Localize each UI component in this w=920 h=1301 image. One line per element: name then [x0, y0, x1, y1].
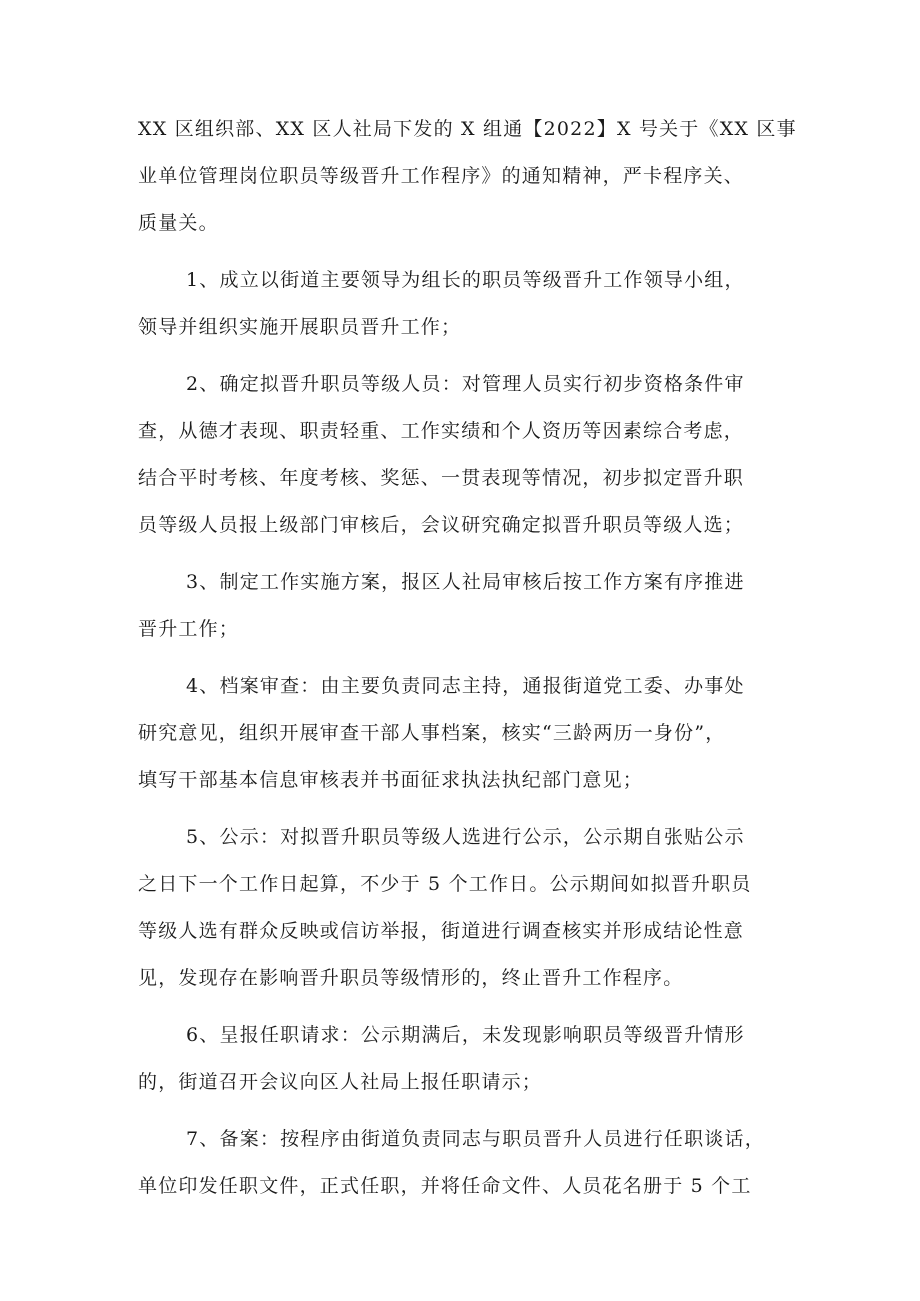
text-line: 1、成立以街道主要领导为组长的职员等级晋升工作领导小组， — [186, 269, 745, 291]
text-line: 质量关。 — [138, 212, 219, 234]
paragraph-intro — [138, 106, 798, 247]
paragraph-step-1 — [138, 257, 798, 351]
text-line: 4、档案审查：由主要负责同志主持，通报街道党工委、办事处 — [186, 675, 745, 697]
text-line: 业单位管理岗位职员等级晋升工作程序》的通知精神，严卡程序关、 — [138, 165, 745, 187]
text-line: 查，从德才表现、职责轻重、工作实绩和个人资历等因素综合考虑， — [138, 420, 745, 442]
text-line: XX 区组织部、XX 区人社局下发的 X 组通【2022】X 号关于《XX 区事 — [138, 118, 797, 140]
text-line: 之日下一个工作日起算，不少于 5 个工作日。公示期间如拟晋升职员 — [138, 873, 752, 895]
text-line: 6、呈报任职请求：公示期满后，未发现影响职员等级晋升情形 — [186, 1024, 745, 1046]
text-line: 晋升工作； — [138, 618, 240, 640]
text-line: 研究意见，组织开展审查干部人事档案，核实“三龄两历一身份”， — [138, 722, 726, 744]
paragraph-step-2 — [138, 361, 798, 549]
text-line: 等级人选有群众反映或信访举报，街道进行调查核实并形成结论性意 — [138, 920, 745, 942]
paragraph-step-4 — [138, 663, 798, 804]
paragraph-step-7 — [138, 1116, 798, 1210]
text-line: 7、备案：按程序由街道负责同志与职员晋升人员进行任职谈话， — [186, 1128, 765, 1150]
text-line: 单位印发任职文件，正式任职，并将任命文件、人员花名册于 5 个工 — [138, 1175, 752, 1197]
text-line: 见，发现存在影响晋升职员等级情形的，终止晋升工作程序。 — [138, 967, 684, 989]
text-line: 2、确定拟晋升职员等级人员：对管理人员实行初步资格条件审 — [186, 373, 745, 395]
text-line: 员等级人员报上级部门审核后，会议研究确定拟晋升职员等级人选； — [138, 514, 745, 536]
text-line: 3、制定工作实施方案，报区人社局审核后按工作方案有序推进 — [186, 571, 745, 593]
text-line: 结合平时考核、年度考核、奖惩、一贯表现等情况，初步拟定晋升职 — [138, 467, 745, 489]
paragraph-step-5 — [138, 814, 798, 1002]
paragraph-step-6 — [138, 1012, 798, 1106]
text-line: 领导并组织实施开展职员晋升工作； — [138, 316, 462, 338]
document-body — [138, 106, 798, 1210]
text-line: 填写干部基本信息审核表并书面征求执法执纪部门意见； — [138, 769, 644, 791]
paragraph-step-3 — [138, 559, 798, 653]
text-line: 的，街道召开会议向区人社局上报任职请示； — [138, 1071, 543, 1093]
text-line: 5、公示：对拟晋升职员等级人选进行公示，公示期自张贴公示 — [186, 826, 745, 848]
